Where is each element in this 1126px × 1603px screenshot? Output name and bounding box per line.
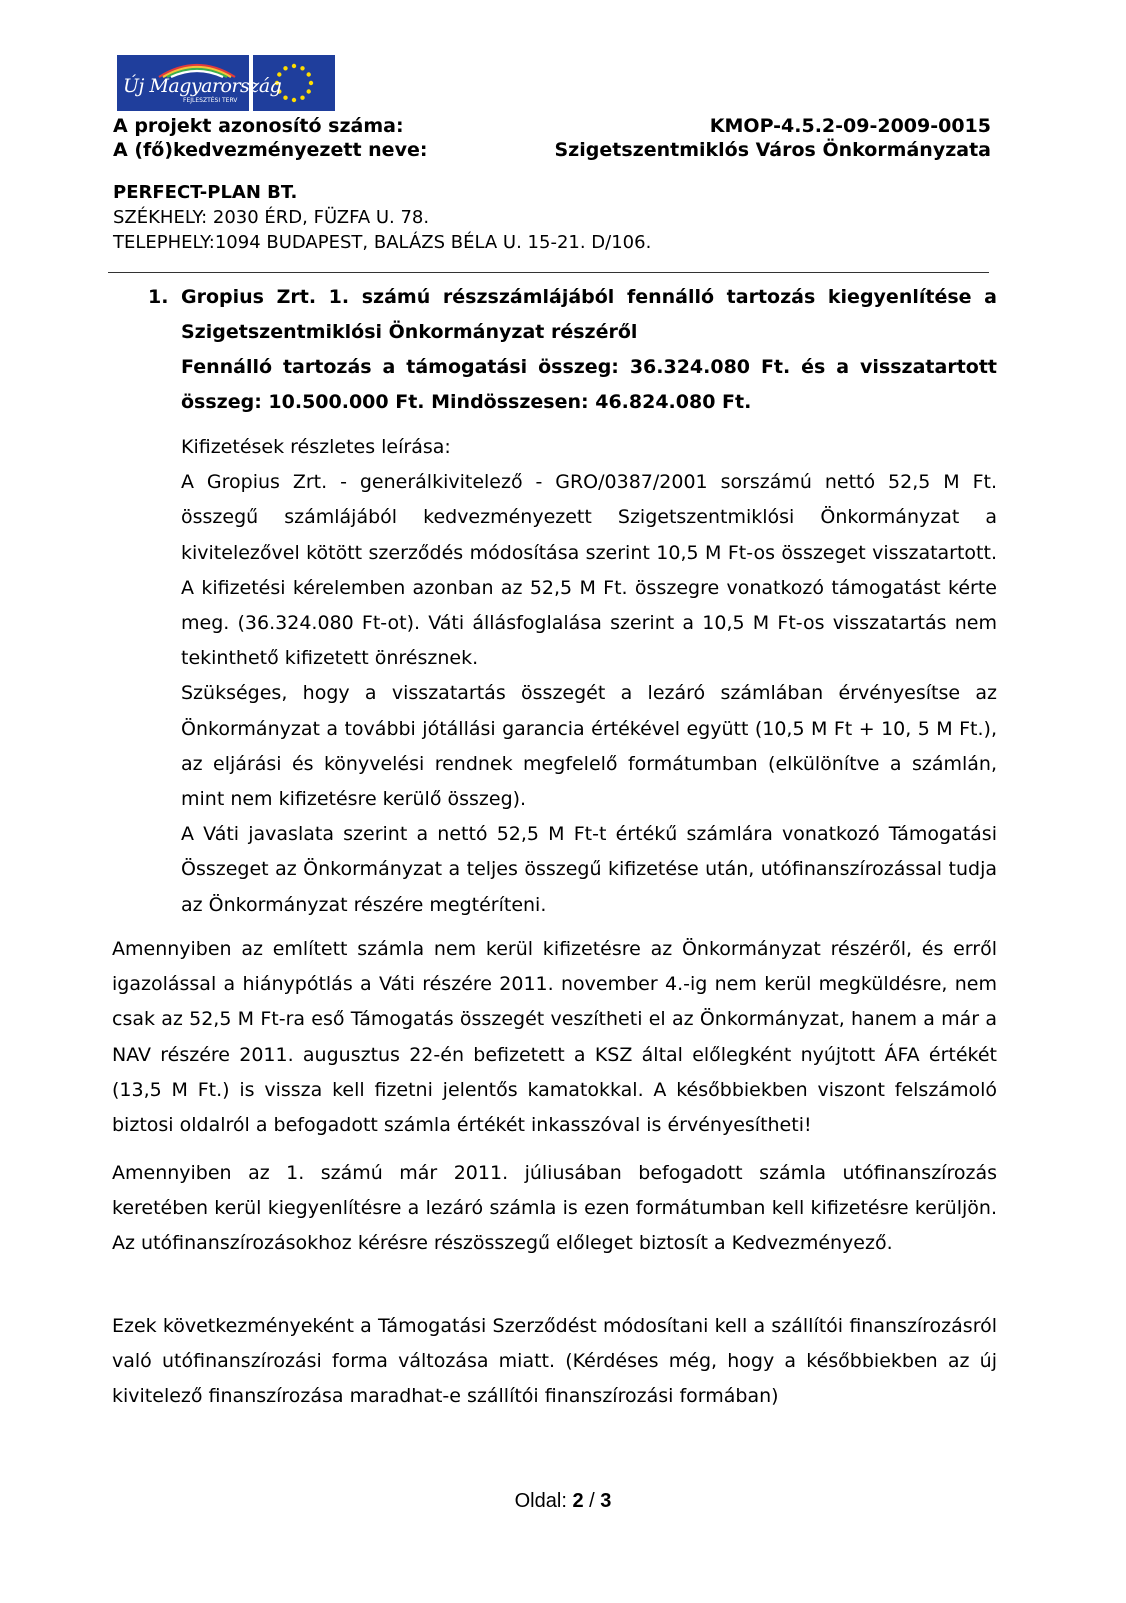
page-number	[0, 1490, 1126, 1513]
company-seat: SZÉKHELY: 2030 ÉRD, FÜZFA U. 78.	[113, 207, 430, 228]
item-number: 1.	[148, 286, 169, 308]
beneficiary-label: A (fő)kedvezményezett neve:	[113, 139, 428, 161]
eu-star	[307, 89, 311, 93]
body-paragraph-6: Ezek következményeként a Támogatási Szerződést módosítani kell a szállítói finanszírozásról való utófinanszírozási forma változása miatt. (Kérdéses még, hogy a későbbiekben az új kivitelező finanszírozása maradhat-e szállítói finanszírozási formában)	[112, 1315, 997, 1408]
project-id-label: A projekt azonosító száma:	[113, 115, 404, 137]
divider	[108, 272, 989, 273]
paragraph-postfinancing	[112, 1156, 997, 1262]
eu-star	[292, 98, 296, 102]
beneficiary-row	[113, 138, 991, 162]
paragraph-consequences	[112, 932, 997, 1143]
company-name: PERFECT-PLAN BT.	[113, 182, 298, 203]
eu-star	[307, 72, 311, 76]
eu-star	[300, 66, 304, 70]
company-site: TELEPHELY:1094 BUDAPEST, BALÁZS BÉLA U. 15-21. D/106.	[113, 232, 652, 253]
project-id-value: KMOP-4.5.2-09-2009-0015	[709, 115, 991, 137]
logo-subtext: FEJLESZTÉSI TERV	[183, 97, 238, 104]
page-label: Oldal:	[514, 1490, 567, 1512]
details-title: Kifizetések részletes leírása:	[181, 436, 451, 458]
project-id-row	[113, 114, 991, 138]
page-current: 2	[572, 1490, 584, 1512]
eu-star	[283, 96, 287, 100]
body-paragraph-5: Amennyiben az 1. számú már 2011. júliusában befogadott számla utófinanszírozás keretében kerül kiegyenlítésre a lezáró számla is ezen formátumban kell kifizetésre kerüljön. Az utófinanszírozásokhoz kérésre részösszegű előleget biztosít a Kedvezményező.	[112, 1162, 997, 1255]
payment-details	[181, 430, 997, 923]
eu-star	[283, 66, 287, 70]
list-item-1	[148, 280, 997, 420]
logo-strip	[117, 55, 335, 111]
item-amounts: Fennálló tartozás a támogatási összeg: 36.324.080 Ft. és a visszatartott összeg: 10.500.000 Ft. Mindösszesen: 46.824.080 Ft.	[181, 356, 997, 413]
logo-text: Új Magyarország	[123, 75, 282, 97]
page-separator: /	[589, 1490, 595, 1512]
details-paragraph-2: Szükséges, hogy a visszatartás összegét a lezáró számlában érvényesítse az Önkormányzat a további jótállási garancia értékével együtt (10,5 M Ft + 10, 5 M Ft.), az eljárási és könyvelési rendnek megfelelő formátumban (elkülönítve a számlán, mint nem kifizetésre kerülő összeg).	[181, 682, 997, 811]
details-paragraph-3: A Váti javaslata szerint a nettó 52,5 M Ft-t értékű számlára vonatkozó Támogatási Összeget az Önkormányzat a teljes összegű kifizetése után, utófinanszírozással tudja az Önkormányzat részére megtéríteni.	[181, 823, 997, 916]
body-paragraph-4: Amennyiben az említett számla nem kerül kifizetésre az Önkormányzat részéről, és erről igazolással a hiánypótlás a Váti részére 2011. november 4.-ig nem kerül megküldésre, nem csak az 52,5 M Ft-ra eső Támogatás összegét veszítheti el az Önkormányzat, hanem a már a NAV részére 2011. augusztus 22-én befizetett a KSZ által előlegként nyújtott ÁFA értékét (13,5 M Ft.) is vissza kell fizetni jelentős kamatokkal. A későbbiekben viszont felszámoló biztosi oldalról a befogadott számla értékét inkasszóval is érvényesítheti!	[112, 938, 997, 1137]
uj-magyarorszag-logo	[117, 55, 282, 111]
page-total: 3	[600, 1490, 612, 1512]
beneficiary-value: Szigetszentmiklós Város Önkormányzata	[554, 139, 991, 161]
company-block	[113, 180, 651, 255]
paragraph-contract-change	[112, 1309, 997, 1415]
eu-star	[292, 64, 296, 68]
eu-star	[309, 81, 313, 85]
details-paragraph-1: A Gropius Zrt. - generálkivitelező - GRO/0387/2001 sorszámú nettó 52,5 M Ft. összegű számlájából kedvezményezett Szigetszentmiklósi Önkormányzat a kivitelezővel kötött szerződés módosítása szerint 10,5 M Ft-os összeget visszatartott. A kifizetési kérelemben azonban az 52,5 M Ft. összegre vonatkozó támogatást kérte meg. (36.324.080 Ft-ot). Váti állásfoglalása szerint a 10,5 M Ft-os visszatartás nem tekinthető kifizetett önrésznek.	[181, 471, 997, 670]
eu-star	[300, 96, 304, 100]
item-heading: Gropius Zrt. 1. számú részszámlájából fennálló tartozás kiegyenlítése a Szigetszentmiklósi Önkormányzat részéről	[181, 286, 997, 343]
